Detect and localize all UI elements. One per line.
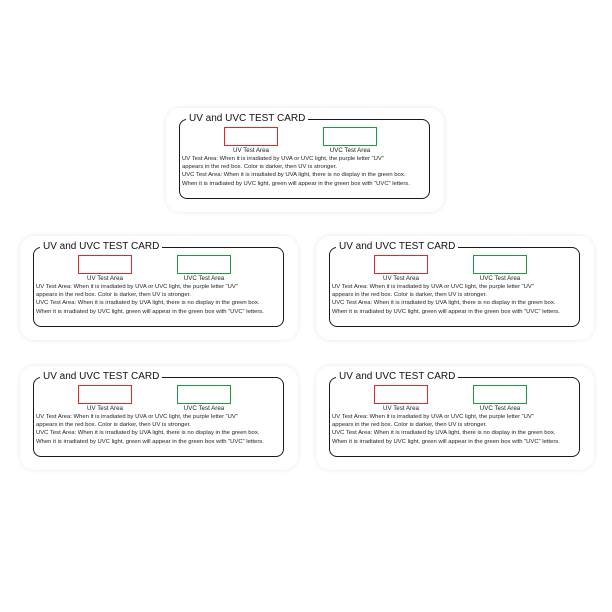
card-frame — [179, 113, 430, 199]
description-line: When it is irradiated by UVC light, green will appear in the green box with “UVC” letters. — [36, 308, 264, 315]
test-card-3 — [316, 236, 594, 340]
description-line: When it is irradiated by UVC light, green will appear in the green box with “UVC” letters. — [332, 438, 560, 445]
uv-test-box — [78, 255, 132, 274]
card-title: UV and UVC TEST CARD — [40, 241, 162, 253]
description-line: UVC Test Area: When it is irradiated by UVA light, there is no display in the green box. — [332, 430, 556, 437]
description-line: appears in the red box. Color is darker, then UV is stronger. — [182, 164, 337, 171]
description-line: When it is irradiated by UVC light, green will appear in the green box with “UVC” letters. — [182, 180, 410, 187]
description-line: appears in the red box. Color is darker, then UV is stronger. — [332, 422, 487, 429]
card-frame — [329, 241, 580, 327]
uv-test-area-label: UV Test Area — [87, 275, 123, 282]
uvc-test-box — [473, 255, 527, 274]
card-frame — [33, 241, 284, 327]
uvc-test-area-label: UVC Test Area — [479, 275, 521, 282]
uv-test-box — [224, 127, 278, 146]
description-line: UV Test Area: When it is irradiated by UVA or UVC light, the purple letter “UV” — [182, 156, 384, 162]
card-title: UV and UVC TEST CARD — [336, 241, 458, 253]
uv-test-area-label: UV Test Area — [383, 405, 419, 412]
uv-test-area-label: UV Test Area — [87, 405, 123, 412]
description-line: UV Test Area: When it is irradiated by UVA or UVC light, the purple letter “UV” — [36, 284, 238, 290]
card-title: UV and UVC TEST CARD — [336, 371, 458, 383]
description-line: UV Test Area: When it is irradiated by UVA or UVC light, the purple letter “UV” — [332, 414, 534, 420]
uvc-test-area-label: UVC Test Area — [479, 405, 521, 412]
card-frame — [33, 371, 284, 457]
uv-test-area-label: UV Test Area — [383, 275, 419, 282]
card-description — [182, 155, 428, 188]
description-line: appears in the red box. Color is darker, then UV is stronger. — [36, 422, 191, 429]
description-line: UVC Test Area: When it is irradiated by UVA light, there is no display in the green box. — [36, 430, 260, 437]
test-card-2 — [20, 236, 298, 340]
description-line: appears in the red box. Color is darker, then UV is stronger. — [36, 292, 191, 299]
uvc-test-area-label: UVC Test Area — [329, 147, 371, 154]
uv-test-box — [78, 385, 132, 404]
uvc-test-box — [177, 255, 231, 274]
card-description — [36, 413, 282, 446]
test-card-4 — [20, 366, 298, 470]
description-line: When it is irradiated by UVC light, green will appear in the green box with “UVC” letters. — [36, 438, 264, 445]
card-title: UV and UVC TEST CARD — [186, 113, 308, 125]
description-line: UVC Test Area: When it is irradiated by UVA light, there is no display in the green box. — [332, 300, 556, 307]
uvc-test-box — [323, 127, 377, 146]
uv-test-box — [374, 385, 428, 404]
uvc-test-box — [177, 385, 231, 404]
description-line: UV Test Area: When it is irradiated by UVA or UVC light, the purple letter “UV” — [36, 414, 238, 420]
description-line: appears in the red box. Color is darker, then UV is stronger. — [332, 292, 487, 299]
description-line: UV Test Area: When it is irradiated by UVA or UVC light, the purple letter “UV” — [332, 284, 534, 290]
card-description — [332, 413, 578, 446]
uvc-test-area-label: UVC Test Area — [183, 275, 225, 282]
card-description — [36, 283, 282, 316]
card-description — [332, 283, 578, 316]
description-line: UVC Test Area: When it is irradiated by UVA light, there is no display in the green box. — [182, 172, 406, 179]
uvc-test-area-label: UVC Test Area — [183, 405, 225, 412]
test-card-5 — [316, 366, 594, 470]
uv-test-area-label: UV Test Area — [233, 147, 269, 154]
uvc-test-box — [473, 385, 527, 404]
card-title: UV and UVC TEST CARD — [40, 371, 162, 383]
uv-test-box — [374, 255, 428, 274]
test-card-1 — [166, 108, 444, 212]
description-line: When it is irradiated by UVC light, green will appear in the green box with “UVC” letters. — [332, 308, 560, 315]
description-line: UVC Test Area: When it is irradiated by UVA light, there is no display in the green box. — [36, 300, 260, 307]
card-frame — [329, 371, 580, 457]
